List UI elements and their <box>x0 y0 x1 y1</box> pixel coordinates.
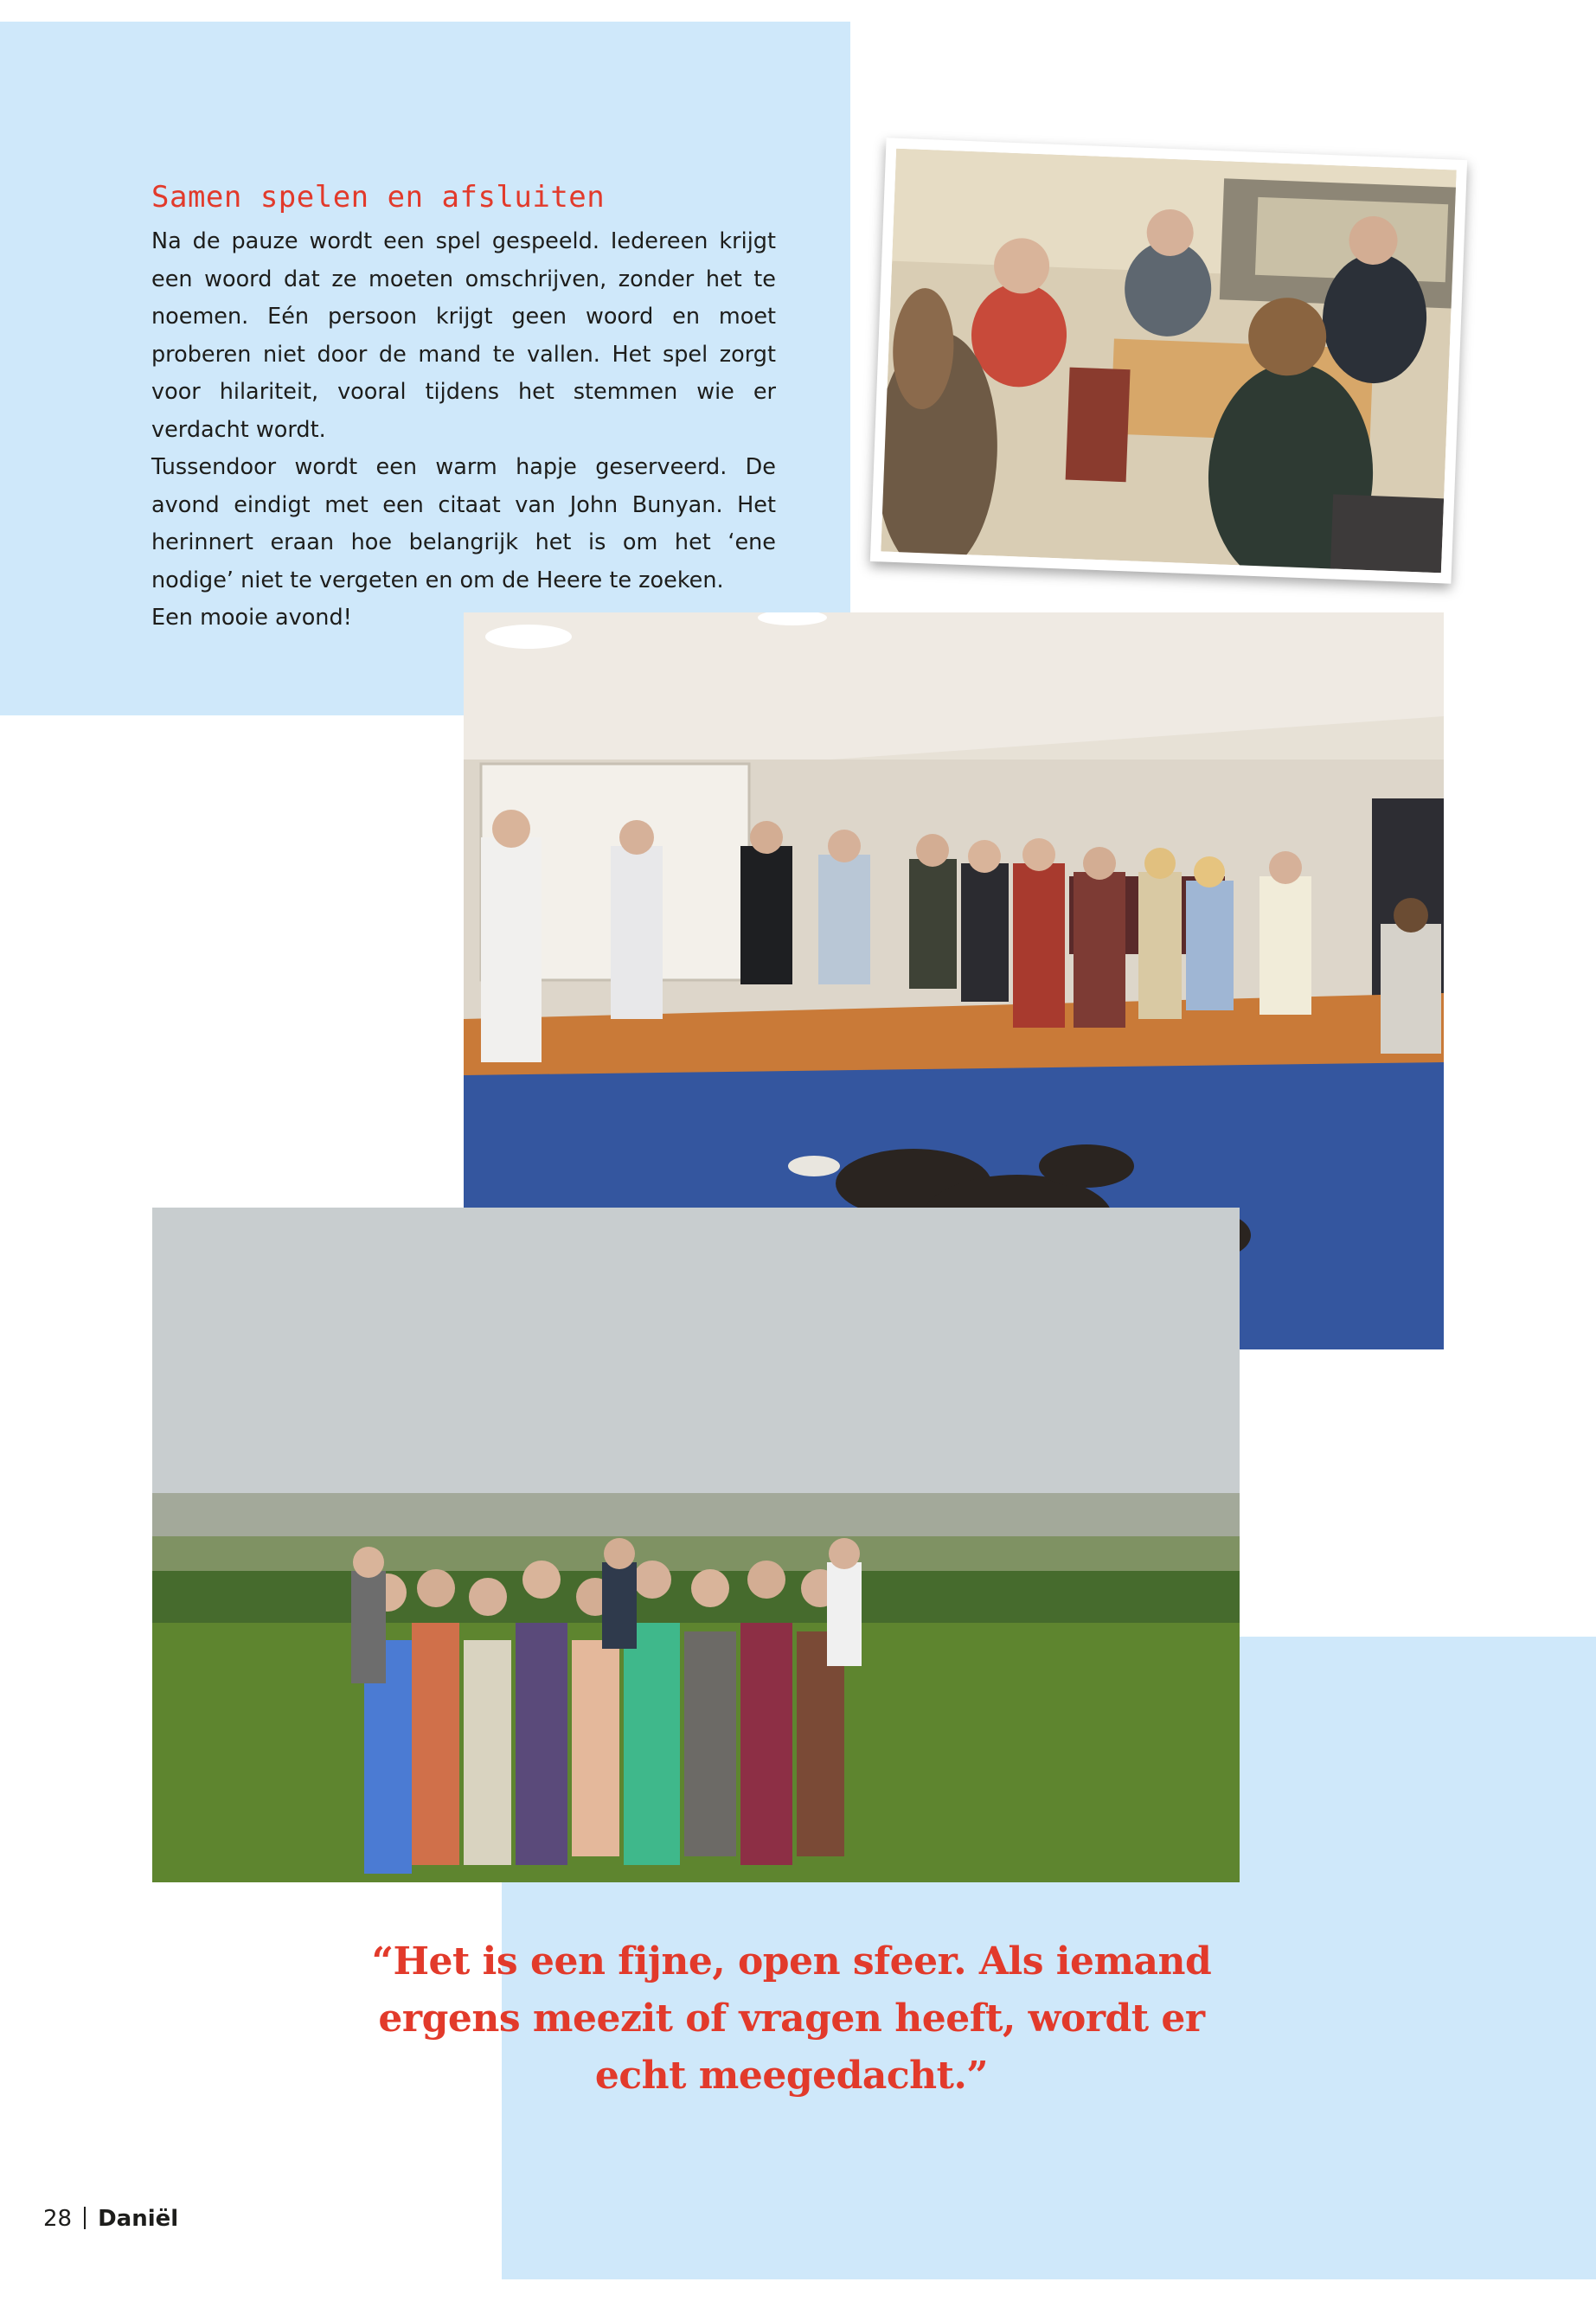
photo-meeting-image <box>881 149 1456 574</box>
page-number: 28 <box>43 2206 73 2232</box>
footer-divider <box>84 2207 86 2229</box>
article-paragraph: Na de pauze wordt een spel gespeeld. Iedereen krijgt een woord dat ze moeten omschrijven, zonder het te noemen. Eén persoon krijgt geen woord en moet proberen niet door de mand te vallen. Het spel zorgt voor hilariteit, vooral tijdens het stemmen wie er verdacht wordt. <box>151 228 776 443</box>
magazine-name: Daniël <box>98 2206 179 2232</box>
pull-quote: “Het is een fijne, open sfeer. Als iemand ergens meezit of vragen heeft, wordt er echt meegedacht.” <box>371 1939 1212 2098</box>
page-footer <box>43 2206 178 2232</box>
section-heading: Samen spelen en afsluiten <box>151 180 606 215</box>
photo-group-outdoors <box>152 1208 1240 1882</box>
article-paragraph: Een mooie avond! <box>151 605 352 631</box>
photo-group-outdoors-image <box>152 1208 1240 1882</box>
article-body <box>151 223 776 638</box>
photo-meeting-table <box>870 138 1467 583</box>
article-paragraph: Tussendoor wordt een warm hapje geserveerd. De avond eindigt met een citaat van John Bunyan. Het herinnert eraan hoe belangrijk het is om het ‘ene nodige’ niet te vergeten en om de Heere te zoeken. <box>151 454 776 593</box>
